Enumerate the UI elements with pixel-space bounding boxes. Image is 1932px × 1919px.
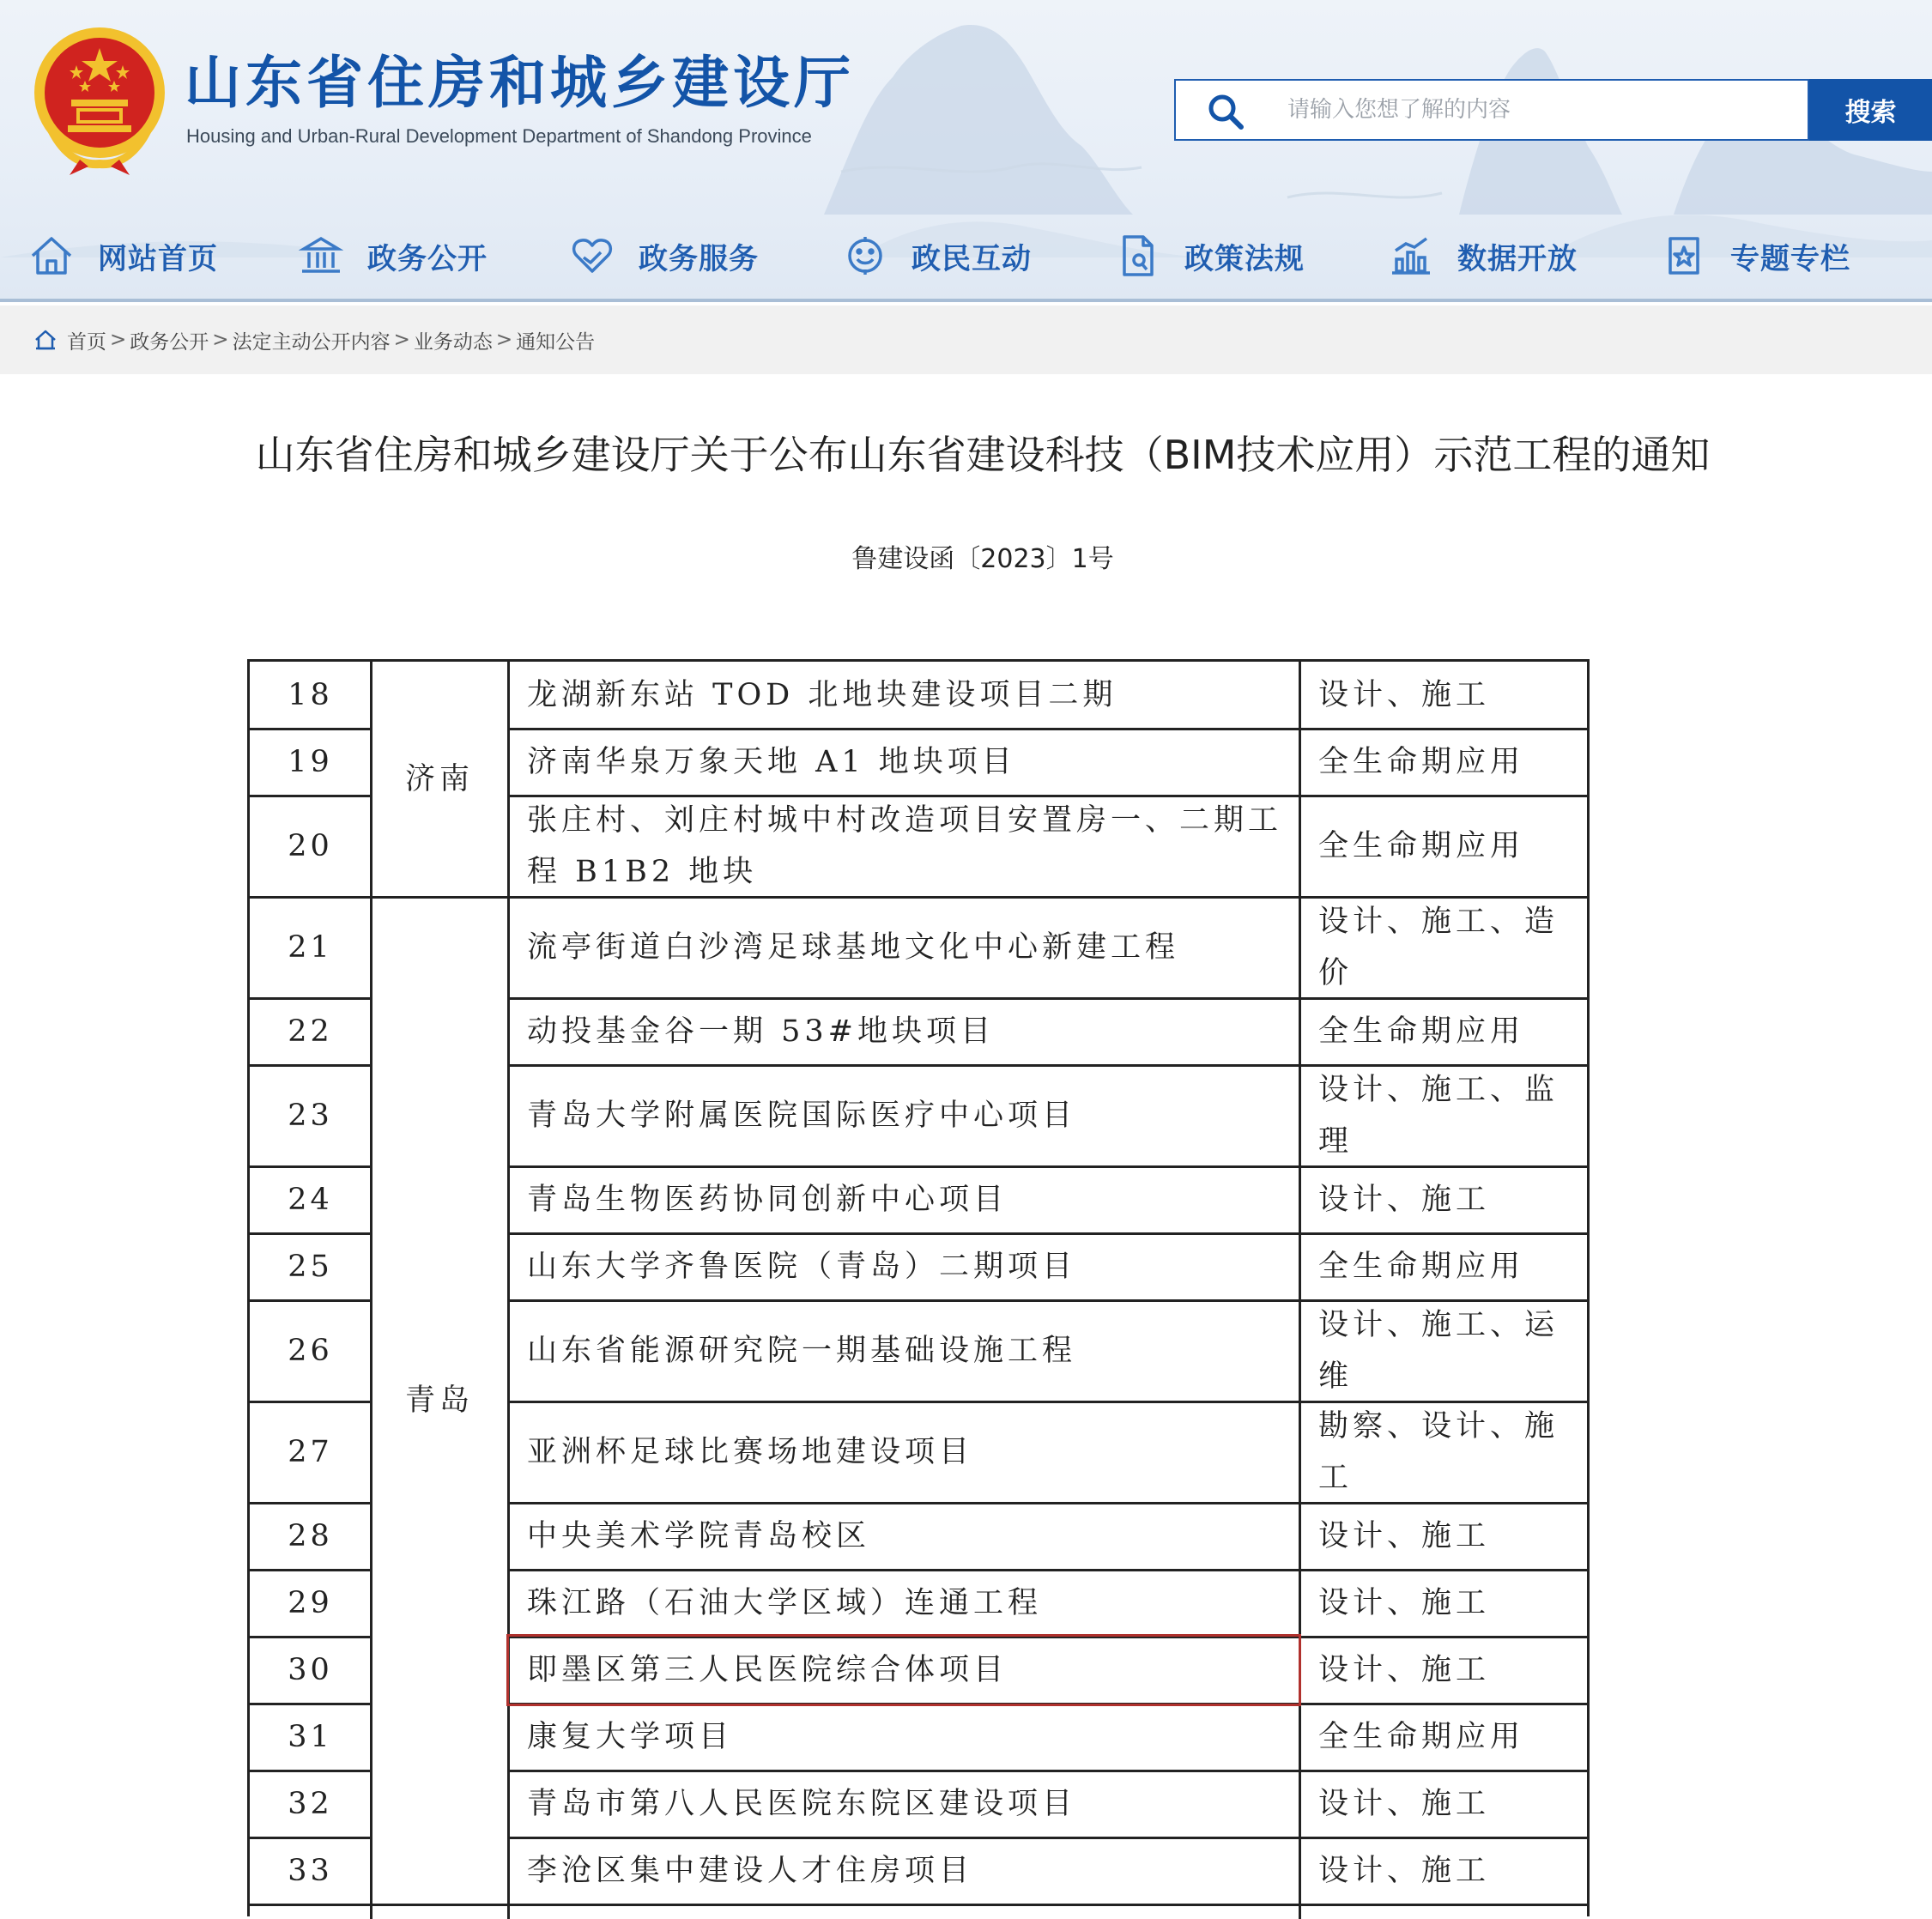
breadcrumb-business-news[interactable]: 业务动态 [413, 330, 493, 354]
site-header [0, 0, 1932, 302]
breadcrumb-bar [0, 306, 1932, 374]
application-scope-cell: 设计、施工 [1318, 1787, 1491, 1821]
row-number-cell: 23 [288, 1099, 333, 1133]
document-number: 鲁建设函〔2023〕1号 [851, 544, 1114, 574]
search-icon [1207, 93, 1245, 130]
application-scope-cell: 设计、施工 [1318, 1183, 1491, 1217]
project-name-cell: 青岛大学附属医院国际医疗中心项目 [527, 1099, 1077, 1133]
application-scope-cell: 设计、施工、运维 [1318, 1308, 1560, 1394]
project-name-cell: 青岛生物医药协同创新中心项目 [527, 1183, 1008, 1217]
row-number-cell: 29 [288, 1586, 333, 1620]
application-scope-cell: 全生命期应用 [1318, 745, 1525, 779]
breadcrumb [34, 306, 595, 374]
row-number-cell: 31 [288, 1720, 333, 1754]
application-scope-cell: 设计、施工 [1318, 1653, 1491, 1687]
project-name-cell: 李沧区集中建设人才住房项目 [527, 1854, 974, 1888]
project-table [247, 659, 1590, 1916]
row-number-cell: 20 [288, 829, 333, 863]
government-building-icon [299, 233, 343, 278]
application-scope-cell: 全生命期应用 [1318, 829, 1525, 863]
project-name-cell: 珠江路（石油大学区域）连通工程 [527, 1586, 1043, 1620]
application-scope-cell: 全生命期应用 [1318, 1720, 1525, 1754]
nav-item-special-topics[interactable] [1662, 219, 1850, 293]
application-scope-cell: 勘察、设计、施工 [1318, 1409, 1560, 1495]
breadcrumb-separator: > [110, 329, 127, 351]
application-scope-cell: 全生命期应用 [1318, 1250, 1525, 1284]
interaction-icon [843, 233, 887, 278]
search-button[interactable]: 搜索 [1809, 79, 1932, 141]
nav-item-home[interactable] [29, 219, 218, 293]
site-subtitle: Housing and Urban-Rural Development Department of Shandong Province [186, 125, 812, 147]
row-number-cell: 27 [288, 1435, 333, 1469]
service-heart-icon [570, 233, 615, 278]
nav-label: 政务服务 [639, 241, 759, 276]
nav-item-government-services[interactable] [570, 219, 759, 293]
row-number-cell: 28 [288, 1519, 333, 1553]
nav-item-policy-regulations[interactable] [1116, 219, 1305, 293]
row-number-cell: 19 [288, 745, 333, 779]
application-scope-cell: 设计、施工、监理 [1318, 1073, 1560, 1159]
nav-label: 数据开放 [1457, 241, 1578, 276]
nav-label: 政策法规 [1184, 241, 1305, 276]
project-name-cell: 张庄村、刘庄村城中村改造项目安置房一、二期工程 B1B2 地块 [527, 803, 1283, 889]
home-icon [29, 233, 74, 278]
project-name-cell: 即墨区第三人民医院综合体项目 [527, 1653, 1008, 1687]
application-scope-cell: 设计、施工 [1318, 1854, 1491, 1888]
header-divider [0, 299, 1932, 302]
row-number-cell: 22 [288, 1014, 333, 1049]
application-scope-cell: 设计、施工 [1318, 1519, 1491, 1553]
topic-star-icon [1662, 233, 1706, 278]
city-cell: 青岛 [404, 1383, 474, 1418]
row-number-cell: 33 [288, 1854, 333, 1888]
application-scope-cell: 设计、施工 [1318, 678, 1491, 712]
application-scope-cell: 设计、施工、造价 [1318, 905, 1560, 990]
project-name-cell: 流亭街道白沙湾足球基地文化中心新建工程 [527, 930, 1180, 965]
breadcrumb-separator: > [212, 329, 229, 351]
project-name-cell: 亚洲杯足球比赛场地建设项目 [527, 1435, 974, 1469]
project-name-cell: 济南华泉万象天地 A1 地块项目 [527, 745, 1016, 779]
data-chart-icon [1389, 233, 1433, 278]
row-number-cell: 24 [288, 1183, 333, 1217]
application-scope-cell: 设计、施工 [1318, 1586, 1491, 1620]
breadcrumb-home[interactable]: 首页 [67, 330, 106, 354]
nav-label: 专题专栏 [1730, 241, 1850, 276]
policy-document-icon [1116, 233, 1160, 278]
nav-label: 网站首页 [98, 241, 218, 276]
nav-item-open-data[interactable] [1389, 219, 1578, 293]
row-number-cell: 26 [288, 1334, 333, 1368]
row-number-cell: 30 [288, 1653, 333, 1687]
project-name-cell: 康复大学项目 [527, 1720, 734, 1754]
project-name-cell: 青岛市第八人民医院东院区建设项目 [527, 1787, 1077, 1821]
project-name-cell: 动投基金谷一期 53#地块项目 [527, 1014, 995, 1049]
nav-label: 政务公开 [367, 241, 488, 276]
project-name-cell: 中央美术学院青岛校区 [527, 1519, 871, 1553]
row-number-cell: 21 [288, 930, 333, 965]
site-title: 山东省住房和城乡建设厅 [185, 50, 855, 116]
project-name-cell: 山东大学齐鲁医院（青岛）二期项目 [527, 1250, 1077, 1284]
row-number-cell: 18 [288, 678, 333, 712]
breadcrumb-separator: > [495, 329, 513, 351]
breadcrumb-notices[interactable]: 通知公告 [516, 330, 596, 354]
breadcrumb-government-affairs[interactable]: 政务公开 [130, 330, 209, 354]
nav-label: 政民互动 [911, 241, 1032, 276]
search-box [1174, 79, 1809, 141]
row-number-cell: 25 [288, 1250, 333, 1284]
breadcrumb-statutory-disclosure[interactable]: 法定主动公开内容 [232, 330, 391, 354]
application-scope-cell: 全生命期应用 [1318, 1014, 1525, 1049]
article-title: 山东省住房和城乡建设厅关于公布山东省建设科技（BIM技术应用）示范工程的通知 [255, 432, 1711, 478]
row-number-cell: 32 [288, 1787, 333, 1821]
home-icon [34, 329, 57, 351]
national-emblem-logo [28, 24, 171, 175]
main-nav [0, 219, 1932, 293]
project-name-cell: 山东省能源研究院一期基础设施工程 [527, 1334, 1077, 1368]
nav-item-government-affairs[interactable] [299, 219, 488, 293]
search-input[interactable] [1287, 81, 1802, 139]
project-name-cell: 龙湖新东站 TOD 北地块建设项目二期 [527, 678, 1117, 712]
nav-item-public-interaction[interactable] [843, 219, 1032, 293]
breadcrumb-separator: > [393, 329, 410, 351]
city-cell: 济南 [404, 762, 474, 796]
